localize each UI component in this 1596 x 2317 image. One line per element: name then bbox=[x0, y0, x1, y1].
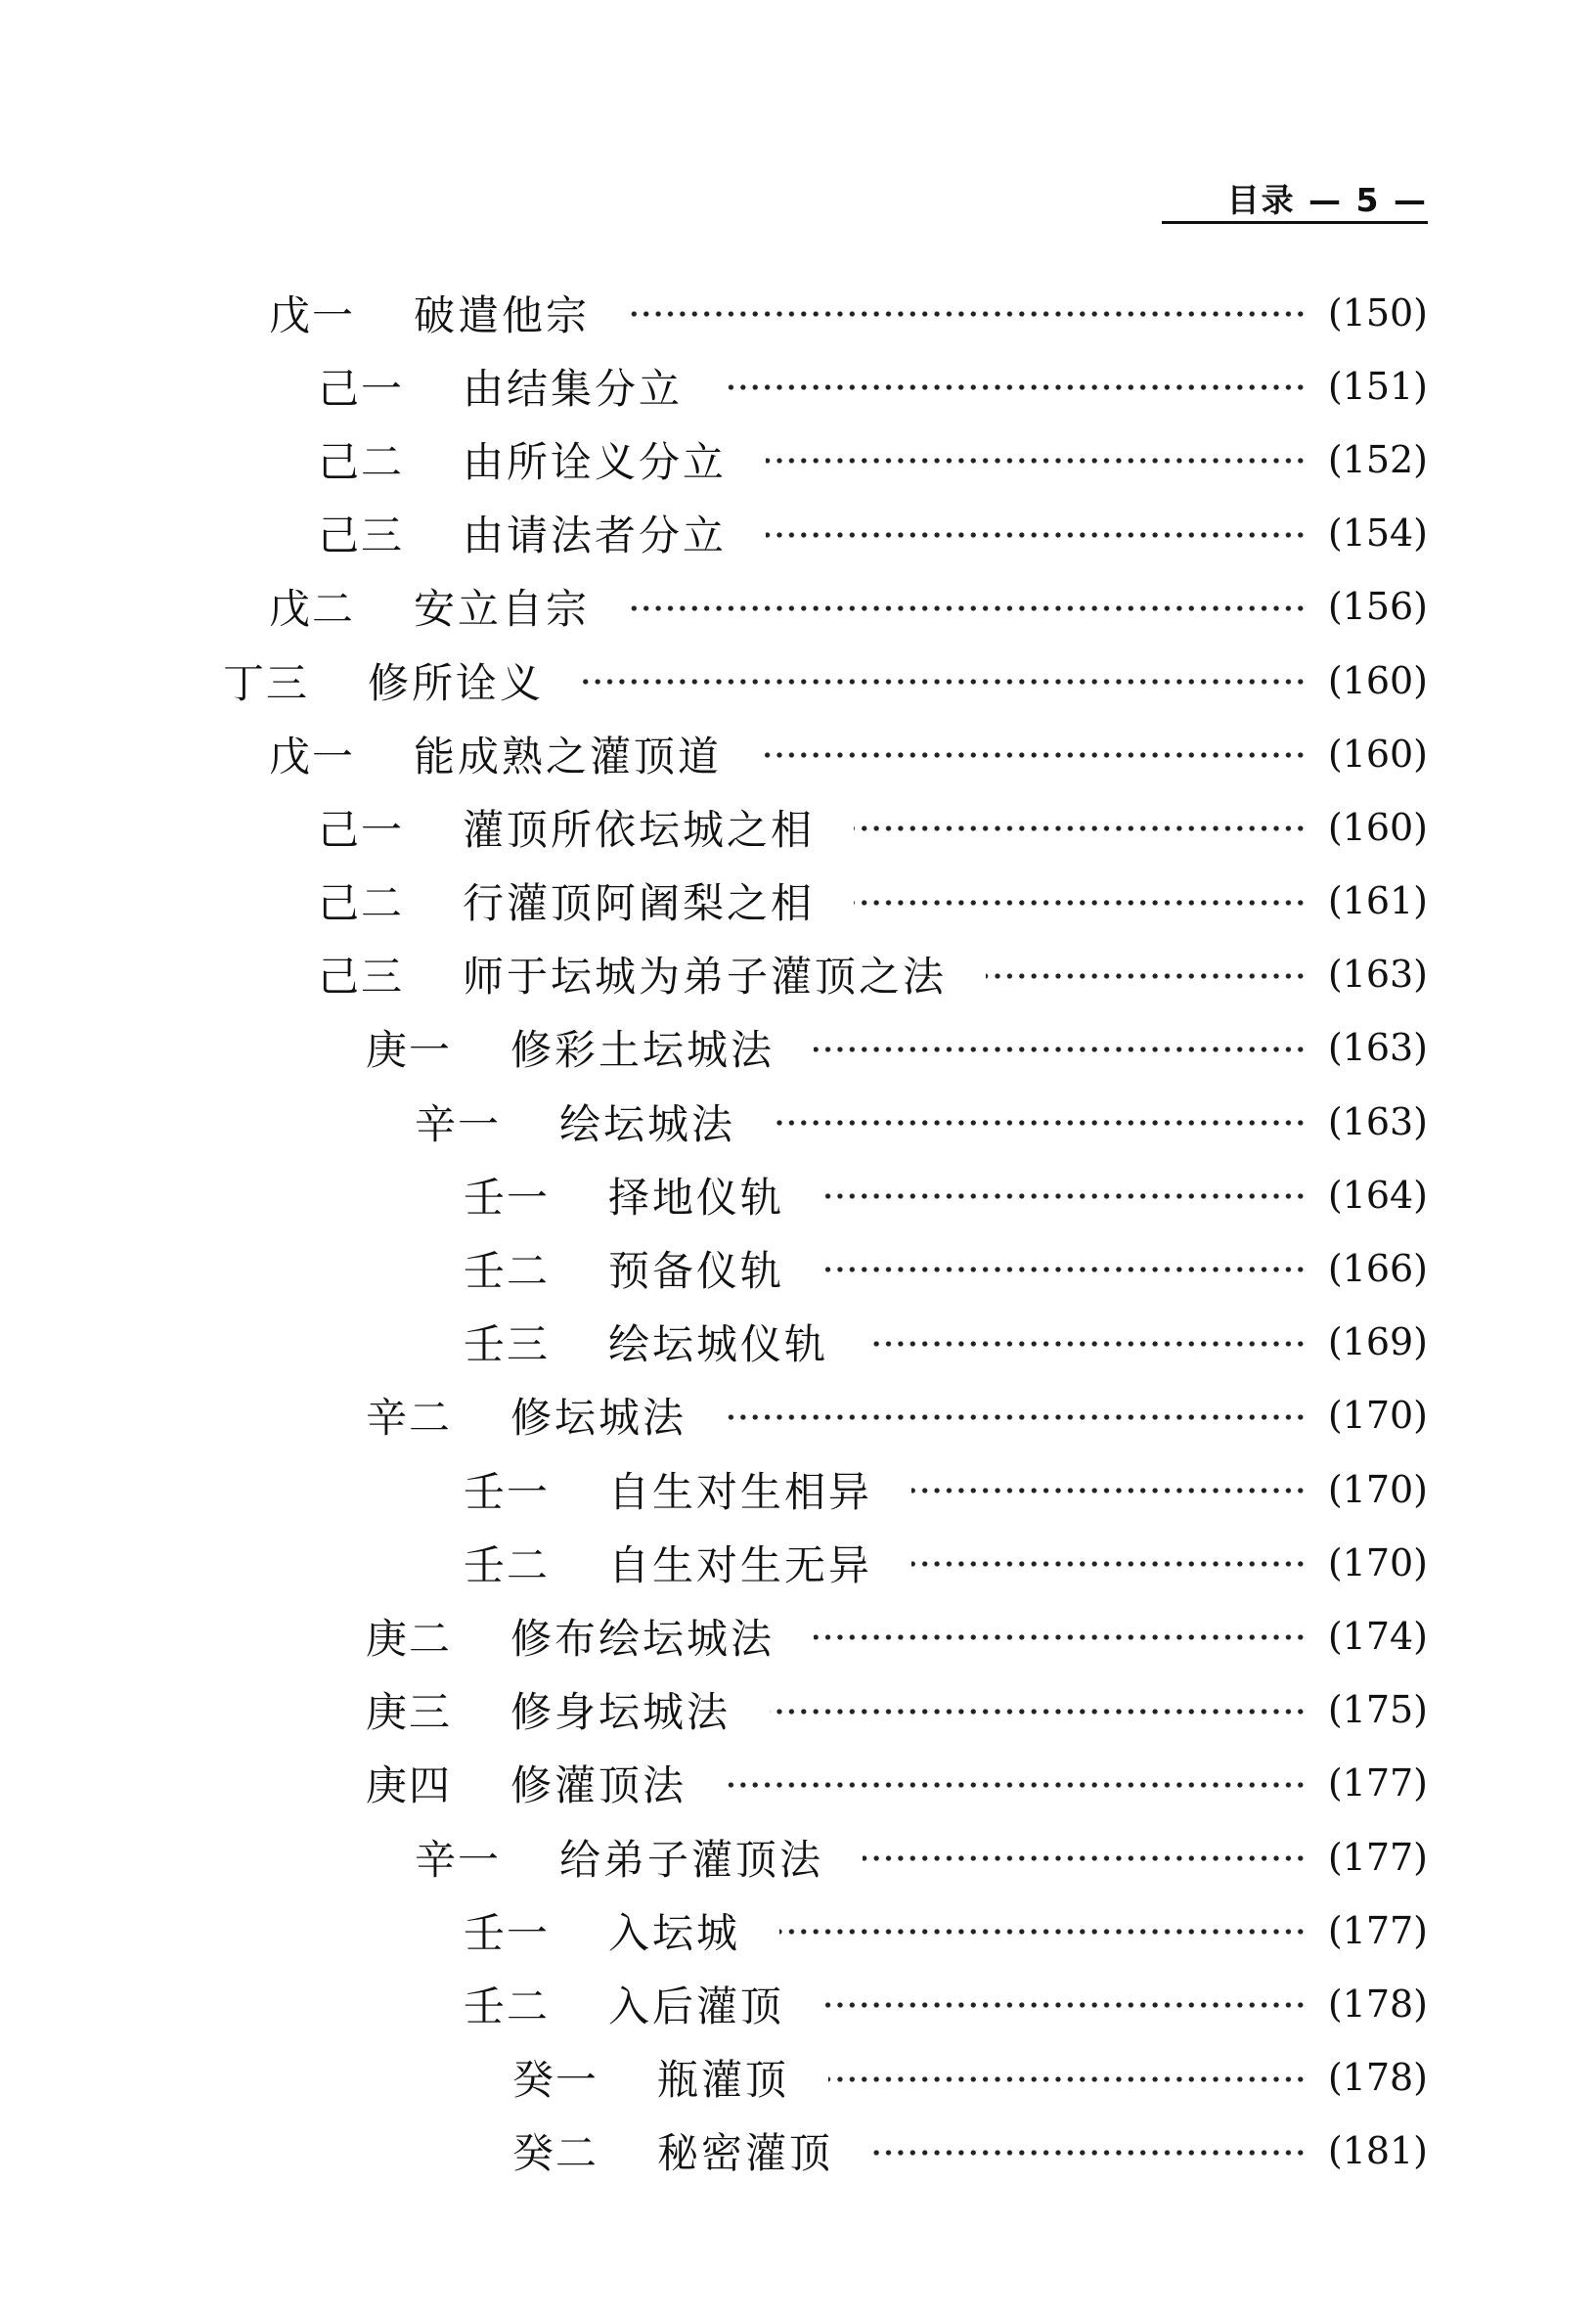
toc-entry bbox=[0, 570, 1596, 644]
toc-leader-dots bbox=[726, 1782, 1307, 1788]
toc-leader-dots bbox=[766, 532, 1307, 538]
toc-leader-dots bbox=[854, 900, 1307, 906]
toc-entry-page: (177) bbox=[1327, 1835, 1428, 1879]
toc-entry-page: (170) bbox=[1327, 1394, 1428, 1438]
toc-entry-title: 行灌顶阿阇梨之相 bbox=[463, 879, 816, 928]
toc-entry-title: 修身坛城法 bbox=[510, 1688, 732, 1737]
toc-entry-title: 修坛城法 bbox=[510, 1394, 687, 1443]
toc-entry-page: (154) bbox=[1327, 512, 1428, 556]
toc-entry-code: 己二 bbox=[318, 437, 405, 486]
toc-leader-dots bbox=[726, 1414, 1307, 1420]
toc-entry bbox=[0, 717, 1596, 790]
toc-leader-dots bbox=[911, 1561, 1307, 1567]
toc-entry-page: (177) bbox=[1327, 1761, 1428, 1805]
toc-entry-page: (161) bbox=[1327, 879, 1428, 923]
toc-entry bbox=[0, 865, 1596, 938]
toc-entry-code: 己三 bbox=[318, 953, 405, 1002]
toc-entry bbox=[0, 1379, 1596, 1452]
toc-entry-code: 丁三 bbox=[223, 658, 310, 707]
toc-entry bbox=[0, 276, 1596, 349]
toc-entry-code: 己二 bbox=[318, 879, 405, 928]
toc-entry-code: 己一 bbox=[318, 364, 405, 413]
toc-entry-title: 自生对生无异 bbox=[608, 1540, 873, 1589]
toc-leader-dots bbox=[761, 752, 1307, 758]
toc-entry-code: 己三 bbox=[318, 512, 405, 560]
toc-entry-code: 壬二 bbox=[464, 1540, 551, 1589]
toc-entry-title: 预备仪轨 bbox=[608, 1247, 785, 1296]
toc-leader-dots bbox=[766, 458, 1307, 464]
toc-entry-page: (151) bbox=[1327, 364, 1428, 408]
toc-entry-page: (178) bbox=[1327, 1982, 1428, 2026]
toc-entry bbox=[0, 938, 1596, 1011]
toc-entry-page: (169) bbox=[1327, 1320, 1428, 1364]
toc-entry bbox=[0, 2041, 1596, 2115]
toc-leader-dots bbox=[775, 1120, 1307, 1126]
toc-entry-title: 绘坛城法 bbox=[559, 1099, 736, 1148]
toc-entry bbox=[0, 497, 1596, 570]
toc-entry-title: 由请法者分立 bbox=[463, 512, 728, 560]
toc-entry-title: 修灌顶法 bbox=[510, 1761, 687, 1810]
toc-entry bbox=[0, 1306, 1596, 1379]
toc-entry-title: 安立自宗 bbox=[414, 585, 591, 634]
toc-entry-page: (174) bbox=[1327, 1614, 1428, 1658]
toc-leader-dots bbox=[854, 825, 1307, 831]
toc-entry bbox=[0, 1894, 1596, 1967]
toc-entry-title: 灌顶所依坛城之相 bbox=[463, 805, 816, 854]
toc-entry-page: (163) bbox=[1327, 1026, 1428, 1070]
toc-entry bbox=[0, 2115, 1596, 2188]
toc-leader-dots bbox=[823, 1267, 1307, 1272]
toc-leader-dots bbox=[911, 1488, 1307, 1493]
toc-entry-page: (160) bbox=[1327, 732, 1428, 776]
toc-entry-code: 辛一 bbox=[415, 1835, 502, 1884]
toc-entry bbox=[0, 1820, 1596, 1894]
toc-entry-page: (150) bbox=[1327, 290, 1428, 334]
toc-entry-code: 癸二 bbox=[512, 2129, 599, 2178]
toc-entry bbox=[0, 790, 1596, 864]
toc-entry-title: 自生对生相异 bbox=[608, 1467, 873, 1516]
toc-leader-dots bbox=[722, 384, 1307, 390]
toc-entry bbox=[0, 1526, 1596, 1599]
toc-entry-code: 壬三 bbox=[464, 1320, 551, 1369]
toc-entry-page: (170) bbox=[1327, 1467, 1428, 1511]
toc-entry bbox=[0, 644, 1596, 717]
toc-entry bbox=[0, 1011, 1596, 1085]
toc-entry-page: (166) bbox=[1327, 1247, 1428, 1291]
toc-entry-page: (160) bbox=[1327, 658, 1428, 702]
toc-leader-dots bbox=[823, 1193, 1307, 1199]
toc-leader-dots bbox=[828, 2076, 1307, 2082]
toc-entry-code: 壬一 bbox=[464, 1908, 551, 1957]
toc-leader-dots bbox=[814, 1634, 1307, 1640]
toc-entry bbox=[0, 1599, 1596, 1672]
toc-entry-title: 由所诠义分立 bbox=[463, 437, 728, 486]
toc-entry-code: 戊二 bbox=[269, 585, 356, 634]
toc-entry-code: 己一 bbox=[318, 805, 405, 854]
toc-entry-page: (175) bbox=[1327, 1688, 1428, 1732]
toc-entry-code: 庚二 bbox=[366, 1614, 453, 1663]
toc-entry-code: 戊一 bbox=[269, 732, 356, 780]
toc-entry bbox=[0, 1085, 1596, 1158]
toc-entry bbox=[0, 423, 1596, 496]
toc-entry-page: (152) bbox=[1327, 437, 1428, 481]
toc-entry-title: 绘坛城仪轨 bbox=[608, 1320, 829, 1369]
toc-leader-dots bbox=[867, 1341, 1307, 1347]
toc-entry-code: 戊一 bbox=[269, 290, 356, 339]
toc-entry-code: 庚四 bbox=[366, 1761, 453, 1810]
toc-entry-code: 壬一 bbox=[464, 1467, 551, 1516]
toc-leader-dots bbox=[629, 605, 1307, 611]
toc-entry-page: (170) bbox=[1327, 1540, 1428, 1584]
page-header bbox=[1162, 174, 1428, 224]
toc-entry-title: 修彩土坛城法 bbox=[510, 1026, 776, 1075]
toc-entry bbox=[0, 1158, 1596, 1231]
toc-entry-title: 入后灌顶 bbox=[608, 1982, 785, 2030]
toc-entry-code: 癸一 bbox=[512, 2056, 599, 2105]
toc-entry-code: 辛一 bbox=[415, 1099, 502, 1148]
toc-entry-code: 壬一 bbox=[464, 1173, 551, 1222]
toc-leader-dots bbox=[583, 679, 1307, 685]
toc-entry-code: 壬二 bbox=[464, 1982, 551, 2030]
toc-leader-dots bbox=[872, 2150, 1307, 2156]
toc-leader-dots bbox=[986, 973, 1307, 979]
toc-entry-page: (164) bbox=[1327, 1173, 1428, 1217]
toc-leader-dots bbox=[770, 1709, 1307, 1715]
toc-entry bbox=[0, 1967, 1596, 2040]
toc-entry-title: 秘密灌顶 bbox=[657, 2129, 834, 2178]
toc-entry-code: 辛二 bbox=[366, 1394, 453, 1443]
toc-leader-dots bbox=[814, 1047, 1307, 1052]
toc-entry-page: (163) bbox=[1327, 953, 1428, 997]
toc-entry bbox=[0, 349, 1596, 423]
toc-entry-title: 修所诠义 bbox=[368, 658, 545, 707]
toc-entry-title: 修布绘坛城法 bbox=[510, 1614, 776, 1663]
toc-entry-title: 由结集分立 bbox=[463, 364, 684, 413]
toc-entry-code: 庚一 bbox=[366, 1026, 453, 1075]
toc-entry-title: 入坛城 bbox=[608, 1908, 741, 1957]
toc-leader-dots bbox=[779, 1929, 1307, 1935]
toc-entry-page: (178) bbox=[1327, 2056, 1428, 2100]
page-header-text: 目录 — 5 — bbox=[1226, 180, 1428, 219]
table-of-contents bbox=[0, 276, 1596, 2188]
toc-entry-code: 庚三 bbox=[366, 1688, 453, 1737]
toc-entry-code: 壬二 bbox=[464, 1247, 551, 1296]
toc-entry-page: (177) bbox=[1327, 1908, 1428, 1952]
toc-leader-dots bbox=[863, 1855, 1307, 1861]
toc-entry-title: 给弟子灌顶法 bbox=[559, 1835, 824, 1884]
toc-entry bbox=[0, 1673, 1596, 1747]
toc-entry-page: (163) bbox=[1327, 1099, 1428, 1143]
toc-entry bbox=[0, 1747, 1596, 1820]
toc-entry-title: 能成熟之灌顶道 bbox=[414, 732, 723, 780]
toc-leader-dots bbox=[823, 2002, 1307, 2008]
toc-entry bbox=[0, 1452, 1596, 1526]
toc-entry-title: 师于坛城为弟子灌顶之法 bbox=[463, 953, 948, 1002]
toc-entry-page: (181) bbox=[1327, 2129, 1428, 2173]
toc-entry-page: (156) bbox=[1327, 585, 1428, 629]
toc-entry-title: 瓶灌顶 bbox=[657, 2056, 790, 2105]
toc-leader-dots bbox=[629, 311, 1307, 317]
toc-entry-title: 破遣他宗 bbox=[414, 290, 591, 339]
toc-entry bbox=[0, 1231, 1596, 1305]
toc-entry-title: 择地仪轨 bbox=[608, 1173, 785, 1222]
toc-entry-page: (160) bbox=[1327, 805, 1428, 849]
